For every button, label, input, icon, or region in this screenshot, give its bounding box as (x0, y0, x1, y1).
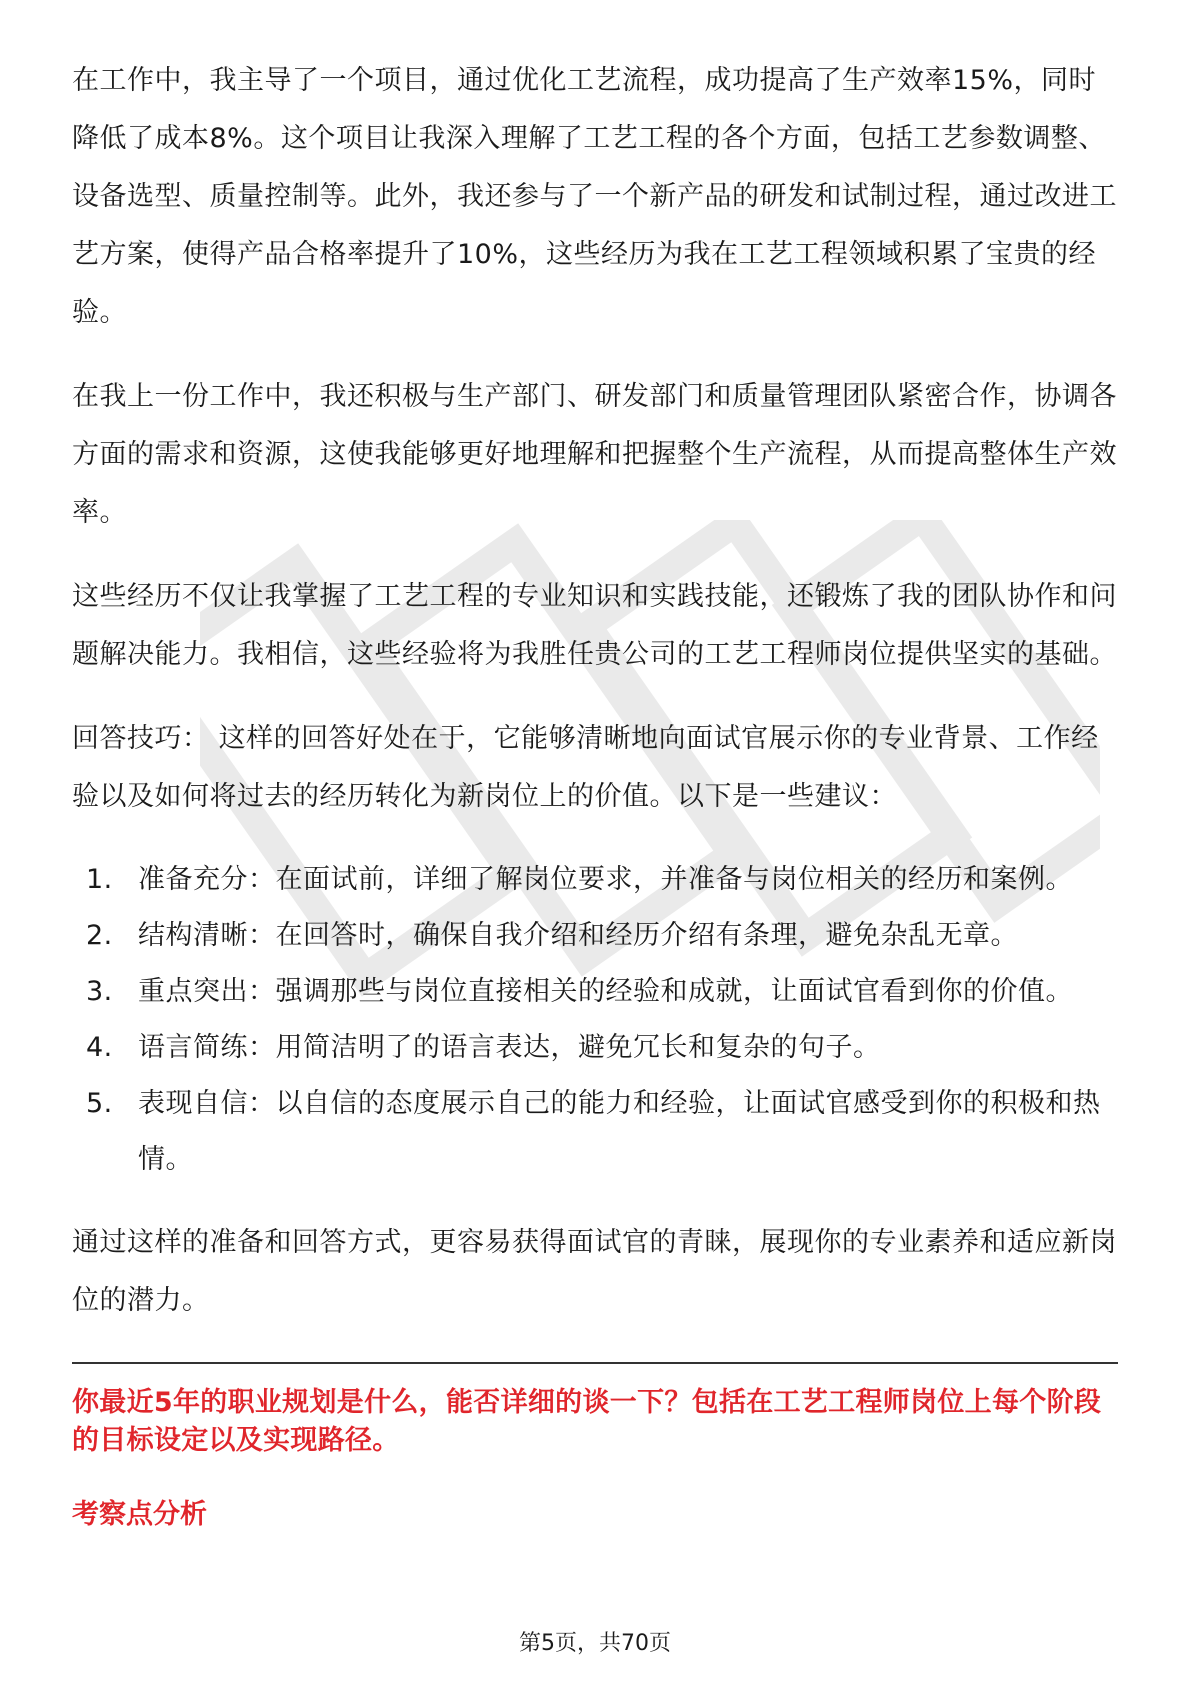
paragraph-skills-summary: 这些经历不仅让我掌握了工艺工程的专业知识和实践技能，还锻炼了我的团队协作和问题解决能力。我相信，这些经验将为我胜任贵公司的工艺工程师岗位提供坚实的基础。 (72, 581, 1117, 670)
list-item-text: 准备充分：在面试前，详细了解岗位要求，并准备与岗位相关的经历和案例。 (138, 864, 1073, 895)
paragraph-collaboration: 在我上一份工作中，我还积极与生产部门、研发部门和质量管理团队紧密合作，协调各方面的需求和资源，这使我能够更好地理解和把握整个生产流程，从而提高整体生产效率。 (72, 381, 1117, 528)
list-item-text: 结构清晰：在回答时，确保自我介绍和经历介绍有条理，避免杂乱无章。 (138, 920, 1018, 951)
section-divider (72, 1362, 1118, 1364)
list-item-number: 3. (86, 976, 113, 1007)
list-item (72, 964, 1118, 1020)
list-item (72, 852, 1118, 908)
tips-list (72, 852, 1118, 1188)
list-item-number: 4. (86, 1032, 113, 1063)
list-item-number: 5. (86, 1088, 113, 1119)
list-item (72, 1020, 1118, 1076)
list-item (72, 1076, 1118, 1188)
paragraph-answer-tips: 回答技巧： 这样的回答好处在于，它能够清晰地向面试官展示你的专业背景、工作经验以及如何将过去的经历转化为新岗位上的价值。以下是一些建议： (72, 723, 1099, 812)
next-question-title: 你最近5年的职业规划是什么，能否详细的谈一下？包括在工艺工程师岗位上每个阶段的目标设定以及实现路径。 (72, 1387, 1102, 1456)
list-item-number: 2. (86, 920, 113, 951)
paragraph-closing: 通过这样的准备和回答方式，更容易获得面试官的青睐，展现你的专业素养和适应新岗位的潜力。 (72, 1227, 1117, 1316)
list-item-number: 1. (86, 864, 113, 895)
paragraph-project-experience: 在工作中，我主导了一个项目，通过优化工艺流程，成功提高了生产效率15%，同时降低了成本8%。这个项目让我深入理解了工艺工程的各个方面，包括工艺参数调整、设备选型、质量控制等。此外，我还参与了一个新产品的研发和试制过程，通过改进工艺方案，使得产品合格率提升了10%，这些经历为我在工艺工程领域积累了宝贵的经验。 (72, 65, 1117, 328)
list-item-text: 语言简练：用简洁明了的语言表达，避免冗长和复杂的句子。 (138, 1032, 881, 1063)
list-item (72, 908, 1118, 964)
list-item-text: 表现自信：以自信的态度展示自己的能力和经验，让面试官感受到你的积极和热情。 (138, 1088, 1101, 1175)
document-page (72, 52, 1118, 1534)
section-heading-analysis: 考察点分析 (72, 1499, 207, 1530)
list-item-text: 重点突出：强调那些与岗位直接相关的经验和成就，让面试官看到你的价值。 (138, 976, 1073, 1007)
page-footer: 第5页，共70页 (519, 1631, 671, 1656)
